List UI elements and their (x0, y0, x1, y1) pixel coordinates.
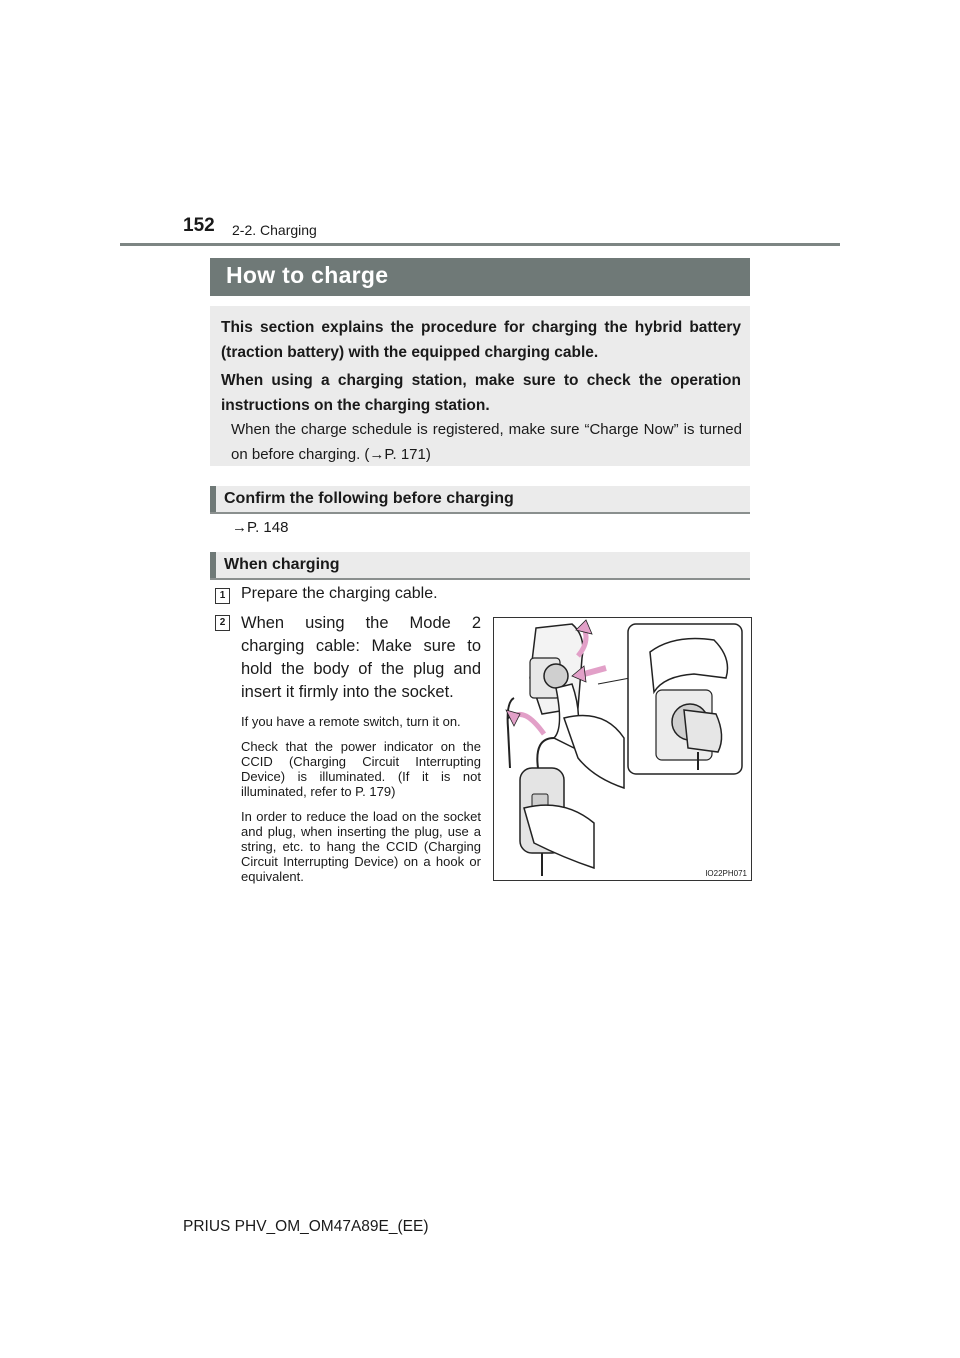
when-charging-heading-text: When charging (224, 556, 340, 573)
step-number-1: 1 (215, 588, 230, 604)
step-1-text: Prepare the charging cable. (241, 585, 438, 602)
step-2-text: When using the Mode 2 charging cable: Make sure to hold the body of the plug and insert it firmly into the socket. (241, 614, 481, 701)
section-label: 2-2. Charging (232, 222, 317, 238)
confirm-heading (210, 486, 750, 514)
footer-doc-id: PRIUS PHV_OM_OM47A89E_(EE) (183, 1218, 429, 1235)
intro-box (210, 306, 750, 466)
page-number: 152 (183, 215, 215, 236)
figure-code: IO22PH071 (705, 869, 747, 878)
heading-bar (210, 552, 216, 578)
step-number-2: 2 (215, 615, 230, 631)
step-2-note-1: If you have a remote switch, turn it on. (241, 714, 461, 729)
page-title: How to charge (226, 262, 389, 288)
title-bar (210, 258, 750, 296)
page-reference-link[interactable]: →P. 148 (232, 519, 289, 536)
intro-paragraph-1: This section explains the procedure for charging the hybrid battery (traction battery) with the equipped charging cable. (221, 319, 741, 361)
plug-illustration (494, 618, 751, 880)
charging-illustration (493, 617, 752, 881)
confirm-heading-text: Confirm the following before charging (224, 490, 514, 507)
intro-note: When the charge schedule is registered, make sure “Charge Now” is turned on before charging. (→P. 171) (231, 421, 742, 463)
header-rule (120, 243, 840, 246)
intro-paragraph-2: When using a charging station, make sure to check the operation instructions on the charging station. (221, 372, 741, 414)
step-2-note-3: In order to reduce the load on the socket and plug, when inserting the plug, use a string, etc. to hang the CCID (Charging Circuit Interrupting Device) on a hook or equivalent. (241, 809, 481, 884)
heading-bar (210, 486, 216, 512)
when-charging-heading (210, 552, 750, 580)
step-2-block (241, 612, 481, 884)
step-2-note-2: Check that the power indicator on the CCID (Charging Circuit Interrupting Device) is illuminated. (If it is not illuminated, refer to P. 179) (241, 739, 481, 799)
